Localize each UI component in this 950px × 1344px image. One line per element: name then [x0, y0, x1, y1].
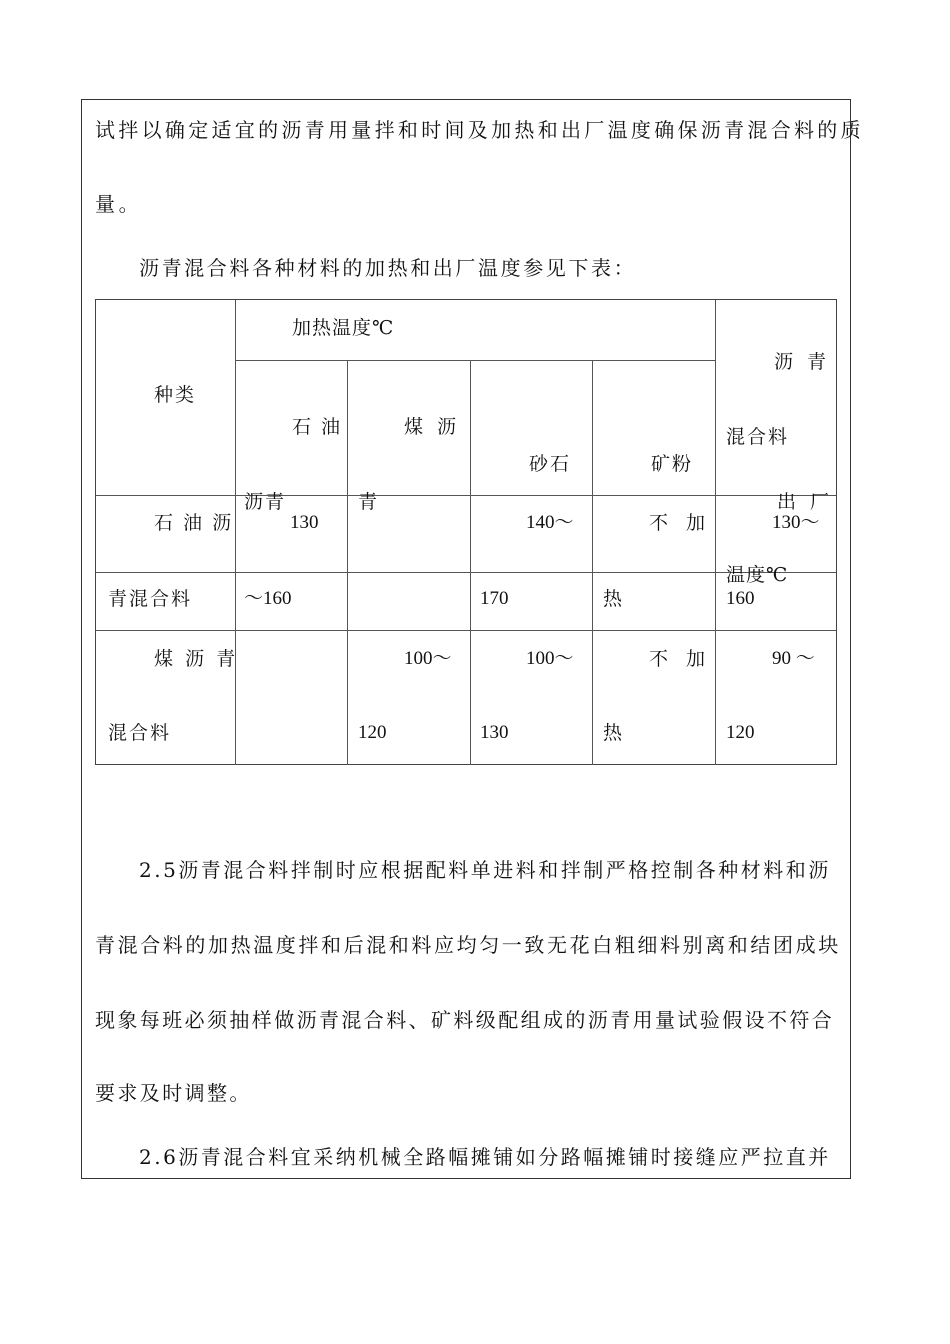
table-rule: [347, 360, 348, 765]
table-cell: 100～: [526, 648, 574, 669]
header-petroleum-asphalt: 沥青: [244, 491, 287, 513]
header-coal-asphalt: 煤 沥: [404, 416, 461, 438]
table-intro: 沥青混合料各种材料的加热和出厂温度参见下表：: [139, 256, 637, 280]
table-cell: 100～: [404, 648, 452, 669]
row-label: 混合料: [108, 722, 172, 744]
table-cell: 120: [726, 722, 755, 743]
table-cell: 160: [726, 588, 755, 609]
table-cell: 热: [603, 722, 625, 744]
table-cell: 90 ～: [772, 648, 815, 669]
paragraph-line: 量。: [95, 192, 143, 216]
header-heating-temp: 加热温度℃: [292, 317, 395, 339]
table-rule: [235, 360, 716, 361]
header-mix-outlet: 沥 青: [774, 351, 831, 373]
row-label: 煤 沥 青: [154, 648, 239, 670]
header-petroleum-asphalt: 石 油: [292, 416, 343, 438]
table-rule: [592, 360, 593, 765]
table-rule: [470, 360, 471, 765]
table-rule: [235, 300, 236, 765]
header-mix-outlet: 温度℃: [726, 564, 789, 586]
table-cell: 不 加: [649, 512, 712, 534]
table-cell: 130～: [772, 512, 820, 533]
row-label: 石 油 沥: [154, 512, 234, 534]
table-rule: [96, 495, 836, 496]
header-type: 种类: [154, 384, 197, 406]
table-cell: 130: [290, 512, 319, 533]
table-rule: [715, 300, 716, 765]
paragraph-line: 2.5沥青混合料拌制时应根据配料单进料和拌制严格控制各种材料和沥: [139, 858, 831, 882]
header-coal-asphalt: 青: [358, 491, 380, 513]
table-rule: [96, 572, 836, 573]
table-cell: 120: [358, 722, 387, 743]
paragraph-line: 青混合料的加热温度拌和后混和料应均匀一致无花白粗细料别离和结团成块: [95, 933, 841, 957]
table-cell: 140～: [526, 512, 574, 533]
paragraph-line: 现象每班必须抽样做沥青混合料、矿料级配组成的沥青用量试验假设不符合: [95, 1008, 835, 1032]
paragraph-line: 要求及时调整。: [95, 1081, 252, 1105]
header-gravel: 砂石: [529, 453, 572, 475]
header-mix-outlet: 混合料: [726, 426, 790, 448]
table-cell: 170: [480, 588, 509, 609]
table-cell: 不 加: [649, 648, 712, 670]
paragraph-line: 2.6沥青混合料宜采纳机械全路幅摊铺如分路幅摊铺时接缝应严拉直并: [139, 1145, 831, 1169]
paragraph-line: 试拌以确定适宜的沥青用量拌和时间及加热和出厂温度确保沥青混合料的质: [95, 118, 864, 142]
header-mix-outlet: 出 厂: [777, 491, 834, 513]
table-cell: ～160: [244, 588, 292, 609]
table-rule: [96, 630, 836, 631]
temperature-table: [95, 299, 837, 765]
header-mineral-powder: 矿粉: [651, 453, 694, 475]
row-label: 青混合料: [108, 588, 193, 610]
table-cell: 130: [480, 722, 509, 743]
table-cell: 热: [603, 588, 625, 610]
